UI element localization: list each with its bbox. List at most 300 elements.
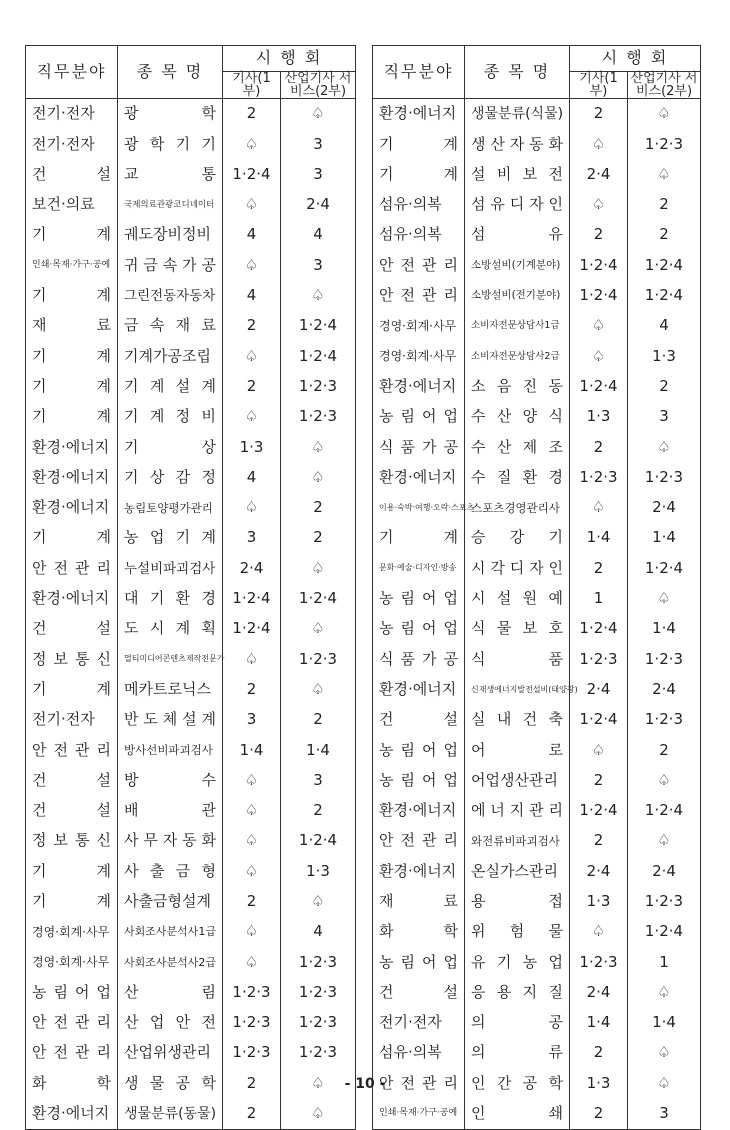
session-1-cell: ♤ [223,766,281,796]
session-1-cell: 2·4 [570,978,628,1008]
table-row [373,978,701,1008]
field-cell: 인쇄·목재·가구·공예 [373,1099,465,1130]
table-body-right [373,99,701,1130]
item-name-cell: 생물분류(식물) [465,99,570,130]
field-cell: 농 림 어 업 [373,947,465,977]
session-2-cell: 2 [628,372,701,402]
session-2-cell: 2 [281,796,356,826]
session-1-cell: 4 [223,463,281,493]
item-name-cell: 의 공 [465,1008,570,1038]
field-cell: 환경·에너지 [373,372,465,402]
table-row [26,1038,356,1068]
session-2-cell: ♤ [628,826,701,856]
table-row [26,766,356,796]
session-2-cell: 2 [281,523,356,553]
session-2-cell: 4 [281,917,356,947]
table-row [373,735,701,765]
session-1-cell: ♤ [223,826,281,856]
table-row [26,735,356,765]
field-cell: 농 림 어 업 [373,584,465,614]
table-row [373,1038,701,1068]
session-2-cell: 1·2·4 [628,917,701,947]
session-2-cell: 1·2·3 [628,705,701,735]
session-1-cell: 1·4 [570,523,628,553]
session-2-cell: ♤ [281,281,356,311]
session-1-cell: ♤ [223,644,281,674]
session-1-cell: 2 [570,1099,628,1130]
session-1-cell: ♤ [223,917,281,947]
table-row [26,523,356,553]
session-1-cell: ♤ [223,493,281,523]
session-2-cell: ♤ [628,160,701,190]
session-2-cell: ♤ [628,99,701,130]
table-row [373,705,701,735]
session-2-cell: 1·2·3 [281,402,356,432]
table-row [373,553,701,583]
field-cell: 섬유·의복 [373,1038,465,1068]
field-cell: 식 품 가 공 [373,644,465,674]
item-name-cell: 기계가공조립 [118,341,223,371]
session-2-cell: 1·3 [628,341,701,371]
session-2-cell: ♤ [281,1099,356,1130]
session-1-cell: ♤ [570,917,628,947]
table-row [26,675,356,705]
table-row [373,584,701,614]
table-row [26,947,356,977]
table-row [373,129,701,159]
field-cell: 섬유·의복 [373,220,465,250]
item-name-cell: 온실가스관리 [465,856,570,886]
item-name-cell: 사회조사분석사2급 [118,947,223,977]
session-2-cell: 1·4 [628,523,701,553]
item-name-cell: 위 험 물 [465,917,570,947]
item-name-cell: 유 기 농 업 [465,947,570,977]
item-name-cell: 수 산 제 조 [465,432,570,462]
session-1-cell: 1·2·3 [223,1008,281,1038]
field-cell: 기 계 [26,675,118,705]
item-name-cell: 산 림 [118,978,223,1008]
table-row [26,190,356,220]
session-2-cell: 1·2·3 [281,644,356,674]
session-2-cell: 4 [281,220,356,250]
session-2-cell: ♤ [281,463,356,493]
item-name-cell: 인 쇄 [465,1099,570,1130]
table-row [373,220,701,250]
table-row [26,281,356,311]
field-cell: 기 계 [26,341,118,371]
session-1-cell: 1·3 [223,432,281,462]
session-1-cell: 2 [570,432,628,462]
field-cell: 환경·에너지 [26,584,118,614]
item-name-cell: 수 산 양 식 [465,402,570,432]
item-name-cell: 에 너 지 관 리 [465,796,570,826]
table-row [26,99,356,130]
session-1-cell: 1·3 [570,402,628,432]
session-1-cell: 2 [570,220,628,250]
session-2-cell: 1·3 [281,856,356,886]
header-session: 시 행 회 [570,46,701,72]
session-1-cell: 2 [570,1038,628,1068]
session-2-cell: 1·2·3 [281,372,356,402]
field-cell: 안 전 관 리 [26,553,118,583]
item-name-cell: 식 물 보 호 [465,614,570,644]
table-row [373,463,701,493]
page-number: - 10 - [344,1076,386,1092]
item-name-cell: 궤도장비정비 [118,220,223,250]
item-name-cell: 생물분류(동물) [118,1099,223,1130]
session-2-cell: 2 [281,705,356,735]
session-1-cell: 1·2·4 [570,281,628,311]
item-name-cell: 어 로 [465,735,570,765]
session-1-cell: ♤ [223,341,281,371]
table-row [373,1099,701,1130]
session-2-cell: 2·4 [628,856,701,886]
table-row [26,129,356,159]
session-1-cell: ♤ [223,250,281,280]
field-cell: 재 료 [26,311,118,341]
table-row [373,675,701,705]
session-2-cell: 1·2·4 [628,553,701,583]
item-name-cell: 섬 유 [465,220,570,250]
session-1-cell: 1·2·4 [223,160,281,190]
field-cell: 건 설 [26,160,118,190]
item-name-cell: 농림토양평가관리 [118,493,223,523]
field-cell: 전기·전자 [26,705,118,735]
item-name-cell: 식 품 [465,644,570,674]
table-row [26,917,356,947]
session-1-cell: ♤ [223,402,281,432]
session-1-cell: 2 [223,1099,281,1130]
item-name-cell: 사 무 자 동 화 [118,826,223,856]
session-2-cell: ♤ [628,1038,701,1068]
session-1-cell: 1 [570,584,628,614]
session-1-cell: 1·2·4 [570,614,628,644]
table-row [26,856,356,886]
session-2-cell: 3 [281,129,356,159]
field-cell: 건 설 [373,978,465,1008]
session-1-cell: ♤ [570,311,628,341]
field-cell: 환경·에너지 [26,493,118,523]
session-1-cell: 1·4 [570,1008,628,1038]
session-1-cell: 1·2·3 [570,463,628,493]
field-cell: 전기·전자 [26,129,118,159]
field-cell: 안 전 관 리 [26,735,118,765]
item-name-cell: 농 업 기 계 [118,523,223,553]
session-1-cell: ♤ [223,947,281,977]
table-row [373,372,701,402]
table-row [373,402,701,432]
item-name-cell: 시 설 원 예 [465,584,570,614]
item-name-cell: 기 상 감 정 [118,463,223,493]
session-1-cell: 2 [223,99,281,130]
session-2-cell: 3 [628,402,701,432]
table-row [373,190,701,220]
item-name-cell: 와전류비파괴검사 [465,826,570,856]
session-2-cell: ♤ [281,432,356,462]
session-1-cell: 1·2·4 [570,250,628,280]
session-1-cell: 2·4 [570,675,628,705]
session-2-cell: 1·2·3 [628,463,701,493]
session-2-cell: ♤ [628,766,701,796]
item-name-cell: 기 계 설 계 [118,372,223,402]
session-2-cell: 1·2·3 [281,1038,356,1068]
table-row [26,887,356,917]
item-name-cell: 스포츠경영관리사 [465,493,570,523]
session-2-cell: ♤ [628,432,701,462]
session-2-cell: 1·2·4 [628,796,701,826]
field-cell: 안 전 관 리 [26,1038,118,1068]
field-cell: 안 전 관 리 [26,1008,118,1038]
field-cell: 화 학 [26,1069,118,1099]
header-col2: 산업기사 서비스(2부) [628,72,701,99]
field-cell: 농 림 어 업 [26,978,118,1008]
session-1-cell: 1·2·4 [570,705,628,735]
field-cell: 환경·에너지 [373,463,465,493]
table-row [26,1099,356,1130]
session-2-cell: 1·4 [281,735,356,765]
field-cell: 농 림 어 업 [373,614,465,644]
item-name-cell: 금 속 재 료 [118,311,223,341]
item-name-cell: 생 물 공 학 [118,1069,223,1099]
table-row [373,311,701,341]
session-1-cell: ♤ [223,856,281,886]
table-row [373,99,701,130]
session-1-cell: ♤ [570,493,628,523]
field-cell: 경영·회계·사무 [373,311,465,341]
table-row [26,463,356,493]
session-1-cell: 1·2·4 [223,584,281,614]
field-cell: 안 전 관 리 [373,1069,465,1099]
field-cell: 환경·에너지 [373,856,465,886]
field-cell: 건 설 [26,614,118,644]
field-cell: 환경·에너지 [373,99,465,130]
session-1-cell: 2 [570,826,628,856]
table-row [373,826,701,856]
session-1-cell: 2 [223,887,281,917]
table-row [26,1008,356,1038]
session-2-cell: 3 [628,1099,701,1130]
session-2-cell: 2 [628,220,701,250]
session-2-cell: ♤ [281,553,356,583]
session-1-cell: 1·2·3 [223,978,281,1008]
header-col1: 기사(1부) [223,72,281,99]
field-cell: 건 설 [26,796,118,826]
item-name-cell: 섬 유 디 자 인 [465,190,570,220]
header-col1: 기사(1부) [570,72,628,99]
item-name-cell: 배 관 [118,796,223,826]
item-name-cell: 누설비파괴검사 [118,553,223,583]
table-row [373,644,701,674]
item-name-cell: 기 계 정 비 [118,402,223,432]
item-name-cell: 소비자전문상담사1급 [465,311,570,341]
field-cell: 화 학 [373,917,465,947]
table-row [26,432,356,462]
item-name-cell: 실 내 건 축 [465,705,570,735]
session-1-cell: 1·2·3 [223,1038,281,1068]
item-name-cell: 소비자전문상담사2급 [465,341,570,371]
session-2-cell: 1·2·3 [628,644,701,674]
item-name-cell: 수 질 환 경 [465,463,570,493]
field-cell: 환경·에너지 [26,463,118,493]
field-cell: 정 보 통 신 [26,644,118,674]
item-name-cell: 사회조사분석사1급 [118,917,223,947]
field-cell: 기 계 [373,129,465,159]
item-name-cell: 귀 금 속 가 공 [118,250,223,280]
item-name-cell: 교 통 [118,160,223,190]
table-row [373,796,701,826]
header-col2: 산업기사 서비스(2부) [281,72,356,99]
item-name-cell: 국제의료관광코디네이터 [118,190,223,220]
field-cell: 섬유·의복 [373,190,465,220]
session-1-cell: ♤ [570,735,628,765]
field-cell: 기 계 [26,887,118,917]
header-session: 시 행 회 [223,46,356,72]
session-2-cell: 1·2·3 [628,129,701,159]
field-cell: 기 계 [26,281,118,311]
field-cell: 보건·의료 [26,190,118,220]
session-1-cell: ♤ [223,129,281,159]
item-name-cell: 광 학 [118,99,223,130]
exam-schedule-table-left [25,45,356,1130]
session-2-cell: ♤ [281,887,356,917]
table-row [373,160,701,190]
session-1-cell: 2 [223,675,281,705]
field-cell: 문화·예술·디자인·방송 [373,553,465,583]
table-body-left [26,99,356,1130]
session-2-cell: 1·2·4 [628,250,701,280]
session-1-cell: 2 [570,766,628,796]
session-1-cell: 1·2·4 [223,614,281,644]
session-1-cell: 1·2·3 [570,644,628,674]
field-cell: 농 림 어 업 [373,766,465,796]
item-name-cell: 멀티미디어콘텐츠제작전문가 [118,644,223,674]
table-row [373,766,701,796]
table-row [26,341,356,371]
session-2-cell: 2·4 [628,675,701,705]
session-2-cell: ♤ [628,1069,701,1099]
session-2-cell: ♤ [281,614,356,644]
session-1-cell: 2 [223,1069,281,1099]
table-row [373,947,701,977]
item-name-cell: 사 출 금 형 [118,856,223,886]
field-cell: 전기·전자 [373,1008,465,1038]
item-name-cell: 도 시 계 획 [118,614,223,644]
table-row [26,584,356,614]
field-cell: 기 계 [26,856,118,886]
session-2-cell: 1·2·3 [281,1008,356,1038]
session-2-cell: 1 [628,947,701,977]
session-1-cell: 1·4 [223,735,281,765]
table-row [373,250,701,280]
field-cell: 경영·회계·사무 [26,917,118,947]
session-1-cell: 4 [223,220,281,250]
table-row [26,250,356,280]
session-1-cell: ♤ [570,129,628,159]
session-1-cell: 2 [570,99,628,130]
table-row [373,917,701,947]
field-cell: 이용·숙박·여행·오락·스포츠 [373,493,465,523]
table-row [26,826,356,856]
item-name-cell: 소방설비(기계분야) [465,250,570,280]
item-name-cell: 소방설비(전기분야) [465,281,570,311]
session-1-cell: 2·4 [570,160,628,190]
session-1-cell: 2·4 [223,553,281,583]
session-2-cell: 2 [628,190,701,220]
item-name-cell: 방사선비파괴검사 [118,735,223,765]
item-name-cell: 기 상 [118,432,223,462]
session-2-cell: 1·2·3 [281,978,356,1008]
session-1-cell: 2 [223,372,281,402]
session-2-cell: ♤ [281,99,356,130]
session-2-cell: ♤ [628,978,701,1008]
session-2-cell: 1·2·4 [628,281,701,311]
table-row [26,220,356,250]
session-1-cell: 2 [570,553,628,583]
item-name-cell: 설 비 보 전 [465,160,570,190]
item-name-cell: 그린전동자동차 [118,281,223,311]
table-row [373,856,701,886]
session-1-cell: 3 [223,523,281,553]
session-1-cell: 3 [223,705,281,735]
item-name-cell: 의 류 [465,1038,570,1068]
table-row [26,311,356,341]
table-row [26,644,356,674]
table-row [373,281,701,311]
session-2-cell: 1·2·4 [281,311,356,341]
session-1-cell: 2 [223,311,281,341]
item-name-cell: 산 업 안 전 [118,1008,223,1038]
field-cell: 안 전 관 리 [373,281,465,311]
table-row [26,796,356,826]
field-cell: 안 전 관 리 [373,826,465,856]
field-cell: 경영·회계·사무 [26,947,118,977]
item-name-cell: 시 각 디 자 인 [465,553,570,583]
table-row [373,523,701,553]
session-2-cell: ♤ [281,1069,356,1099]
field-cell: 환경·에너지 [373,796,465,826]
session-2-cell: 4 [628,311,701,341]
session-1-cell: 2·4 [570,856,628,886]
item-name-cell: 메카트로닉스 [118,675,223,705]
session-1-cell: 1·2·4 [570,372,628,402]
session-2-cell: ♤ [628,584,701,614]
item-name-cell: 응 용 지 질 [465,978,570,1008]
session-2-cell: 1·2·4 [281,584,356,614]
session-2-cell: 1·2·4 [281,341,356,371]
item-name-cell: 산업위생관리 [118,1038,223,1068]
field-cell: 기 계 [26,523,118,553]
session-2-cell: 2·4 [281,190,356,220]
session-2-cell: 1·4 [628,614,701,644]
session-1-cell: 1·2·4 [570,796,628,826]
session-1-cell: ♤ [223,190,281,220]
item-name-cell: 반 도 체 설 계 [118,705,223,735]
table-row [26,978,356,1008]
field-cell: 재 료 [373,887,465,917]
item-name-cell: 용 접 [465,887,570,917]
item-name-cell: 대 기 환 경 [118,584,223,614]
field-cell: 기 계 [373,160,465,190]
field-cell: 전기·전자 [26,99,118,130]
table-row [26,160,356,190]
field-cell: 식 품 가 공 [373,432,465,462]
session-1-cell: 1·2·3 [570,947,628,977]
session-2-cell: 1·4 [628,1008,701,1038]
header-item: 종 목 명 [118,46,223,99]
table-row [373,432,701,462]
field-cell: 기 계 [26,402,118,432]
table-row [26,493,356,523]
